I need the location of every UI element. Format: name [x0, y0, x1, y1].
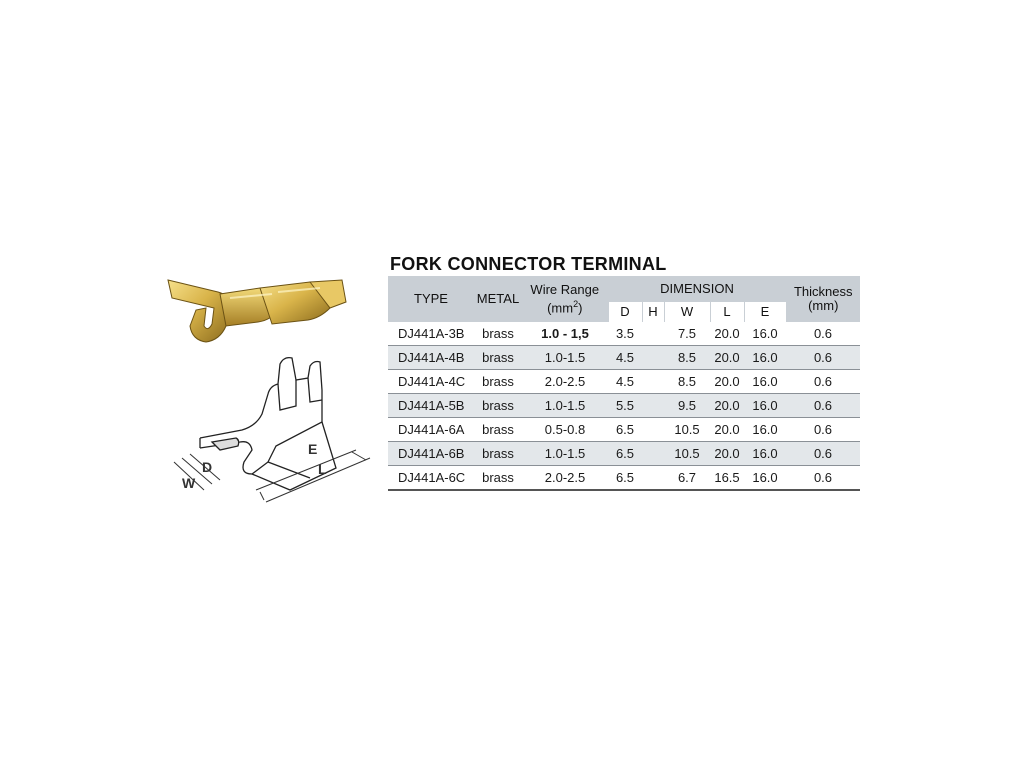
page-title: FORK CONNECTOR TERMINAL	[390, 254, 667, 274]
cell-d: 4.5	[608, 346, 642, 370]
header-thickness-line2: (mm)	[808, 298, 839, 313]
cell-l: 20.0	[710, 370, 744, 394]
cell-e: 16.0	[744, 322, 786, 346]
cell-type: DJ441A-4C	[388, 370, 474, 394]
cell-w: 10.5	[664, 442, 710, 466]
cell-d: 6.5	[608, 442, 642, 466]
cell-thickness: 0.6	[786, 418, 860, 442]
cell-metal: brass	[474, 322, 522, 346]
cell-h	[642, 418, 664, 442]
cell-e: 16.0	[744, 418, 786, 442]
header-metal: METAL	[474, 276, 522, 322]
table-row	[388, 394, 860, 418]
cell-thickness: 0.6	[786, 346, 860, 370]
cell-wire-range: 2.0-2.5	[522, 370, 608, 394]
spec-table	[388, 276, 860, 491]
diagram-label-l: L	[318, 461, 327, 477]
cell-type: DJ441A-5B	[388, 394, 474, 418]
table-row	[388, 466, 860, 491]
header-dim-h: H	[642, 302, 664, 322]
header-dimension: DIMENSION	[608, 276, 786, 302]
cell-l: 20.0	[710, 394, 744, 418]
header-dim-w: W	[664, 302, 710, 322]
diagram-label-d: D	[202, 459, 213, 475]
header-wire-range-sup: 2	[573, 298, 579, 309]
fork-terminal-photo	[160, 268, 360, 363]
cell-h	[642, 442, 664, 466]
cell-d: 6.5	[608, 418, 642, 442]
cell-e: 16.0	[744, 442, 786, 466]
cell-h	[642, 322, 664, 346]
table-row	[388, 346, 860, 370]
header-type: TYPE	[388, 276, 474, 322]
cell-e: 16.0	[744, 466, 786, 491]
table-row	[388, 442, 860, 466]
cell-type: DJ441A-3B	[388, 322, 474, 346]
cell-type: DJ441A-4B	[388, 346, 474, 370]
cell-metal: brass	[474, 466, 522, 491]
cell-wire-range: 1.0 - 1,5	[522, 322, 608, 346]
cell-metal: brass	[474, 418, 522, 442]
header-dim-e: E	[744, 302, 786, 322]
cell-metal: brass	[474, 442, 522, 466]
cell-wire-range: 2.0-2.5	[522, 466, 608, 491]
header-dim-l: L	[710, 302, 744, 322]
cell-h	[642, 466, 664, 491]
cell-w: 8.5	[664, 346, 710, 370]
cell-type: DJ441A-6A	[388, 418, 474, 442]
cell-d: 3.5	[608, 322, 642, 346]
cell-l: 16.5	[710, 466, 744, 491]
cell-e: 16.0	[744, 346, 786, 370]
header-thickness	[786, 276, 860, 322]
cell-metal: brass	[474, 394, 522, 418]
cell-w: 7.5	[664, 322, 710, 346]
cell-type: DJ441A-6B	[388, 442, 474, 466]
cell-h	[642, 394, 664, 418]
cell-e: 16.0	[744, 370, 786, 394]
cell-wire-range: 1.0-1.5	[522, 346, 608, 370]
cell-w: 10.5	[664, 418, 710, 442]
header-wire-range-line2: (mm	[547, 300, 574, 316]
cell-wire-range: 1.0-1.5	[522, 442, 608, 466]
cell-d: 4.5	[608, 370, 642, 394]
diagram-label-e: E	[308, 441, 318, 457]
cell-d: 5.5	[608, 394, 642, 418]
table-row	[388, 370, 860, 394]
cell-h	[642, 370, 664, 394]
header-wire-range	[522, 276, 608, 322]
fork-terminal-dimension-drawing	[160, 350, 375, 510]
cell-type: DJ441A-6C	[388, 466, 474, 491]
cell-h	[642, 346, 664, 370]
diagram-label-w: W	[182, 475, 196, 491]
cell-thickness: 0.6	[786, 322, 860, 346]
cell-wire-range: 1.0-1.5	[522, 394, 608, 418]
cell-thickness: 0.6	[786, 370, 860, 394]
cell-l: 20.0	[710, 346, 744, 370]
table-row	[388, 322, 860, 346]
cell-thickness: 0.6	[786, 466, 860, 491]
cell-l: 20.0	[710, 418, 744, 442]
table-row	[388, 418, 860, 442]
cell-thickness: 0.6	[786, 394, 860, 418]
header-thickness-line1: Thickness	[793, 284, 853, 299]
header-wire-range-close: )	[578, 300, 583, 316]
cell-d: 6.5	[608, 466, 642, 491]
cell-w: 6.7	[664, 466, 710, 491]
header-dim-d: D	[608, 302, 642, 322]
cell-w: 9.5	[664, 394, 710, 418]
cell-l: 20.0	[710, 442, 744, 466]
cell-metal: brass	[474, 346, 522, 370]
cell-wire-range: 0.5-0.8	[522, 418, 608, 442]
cell-e: 16.0	[744, 394, 786, 418]
cell-thickness: 0.6	[786, 442, 860, 466]
cell-l: 20.0	[710, 322, 744, 346]
cell-metal: brass	[474, 370, 522, 394]
header-wire-range-line1: Wire Range	[530, 281, 600, 297]
cell-w: 8.5	[664, 370, 710, 394]
